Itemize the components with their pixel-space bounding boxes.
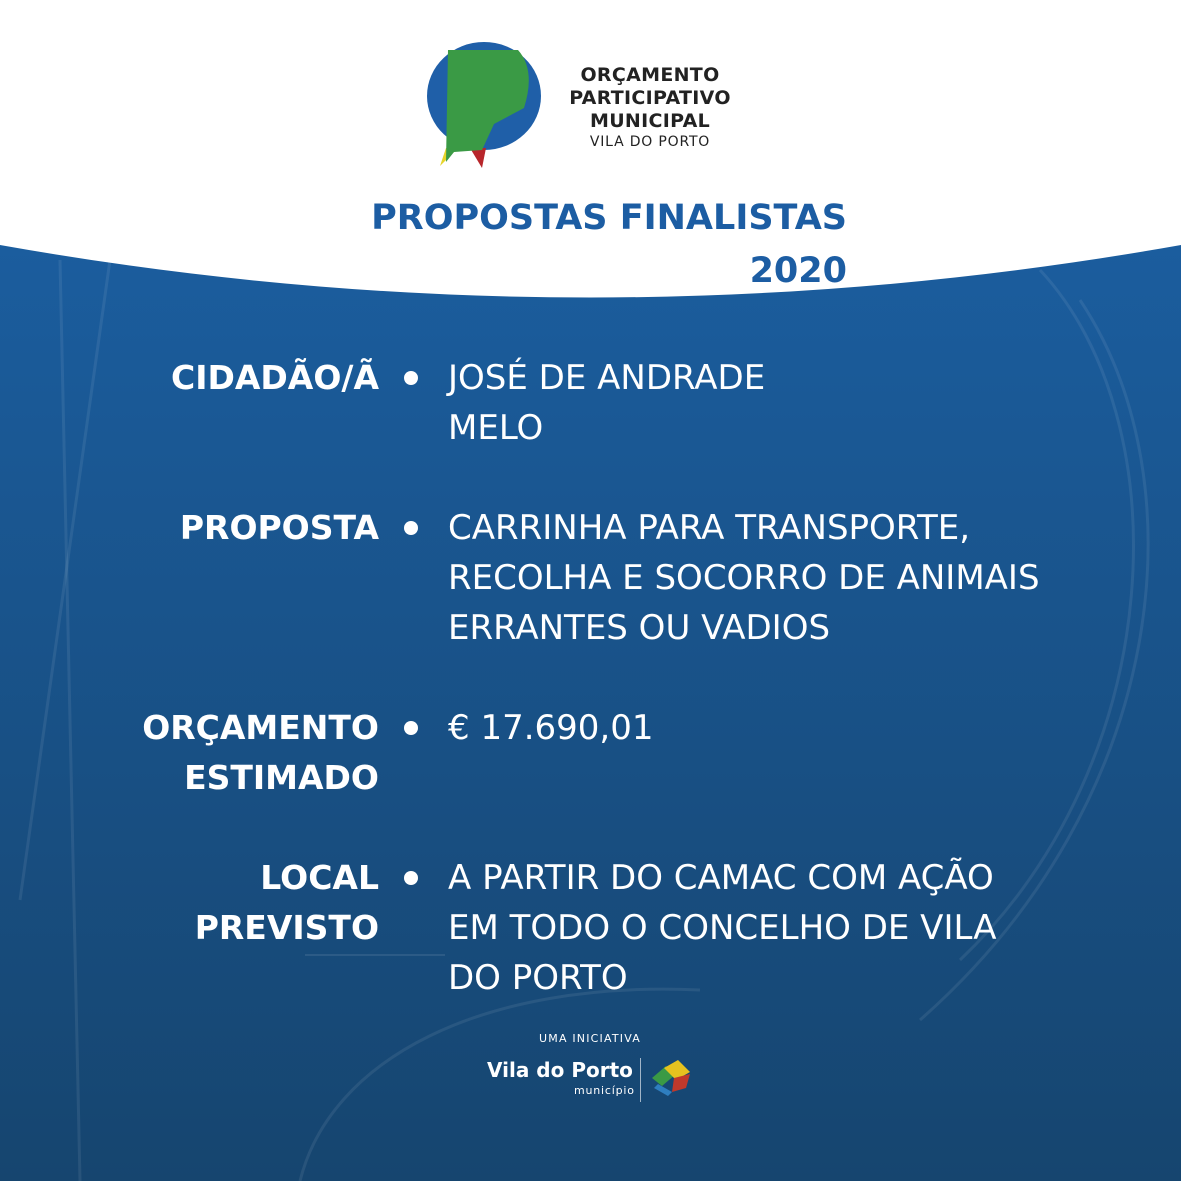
row-value: A PARTIR DO CAMAC COM AÇÃO EM TODO O CONCELHO DE VILA DO PORTO: [448, 858, 997, 998]
row-value: € 17.690,01: [448, 708, 654, 748]
vila-do-porto-emblem-icon: [646, 1058, 694, 1098]
row-label: PROPOSTA: [179, 508, 379, 547]
logo-subtitle: VILA DO PORTO: [589, 134, 711, 150]
footer-brand-sub: município: [574, 1084, 635, 1097]
footer-divider: [640, 1058, 641, 1102]
page-title: PROPOSTAS FINALISTAS: [371, 198, 847, 238]
logo-title-line-3: MUNICIPAL: [589, 110, 710, 132]
row-value: JOSÉ DE ANDRADE MELO: [448, 358, 766, 448]
row-label: ORÇAMENTO ESTIMADO: [142, 708, 379, 797]
page-year: 2020: [749, 251, 847, 291]
logo-title-line-2: PARTICIPATIVO: [569, 87, 731, 109]
bullet-icon: [404, 871, 418, 885]
row-label: CIDADÃO/Ã: [170, 358, 379, 397]
footer-caption: UMA INICIATIVA: [539, 1032, 641, 1045]
speech-bubble-p-icon: [424, 40, 544, 172]
row-label: LOCAL PREVISTO: [194, 858, 379, 947]
row-value: CARRINHA PARA TRANSPORTE, RECOLHA E SOCORRO DE ANIMAIS ERRANTES OU VADIOS: [448, 508, 1040, 648]
bullet-icon: [404, 721, 418, 735]
logo-title-line-1: ORÇAMENTO: [580, 64, 720, 86]
bullet-icon: [404, 371, 418, 385]
footer-brand: Vila do Porto: [487, 1058, 633, 1082]
bullet-icon: [404, 521, 418, 535]
